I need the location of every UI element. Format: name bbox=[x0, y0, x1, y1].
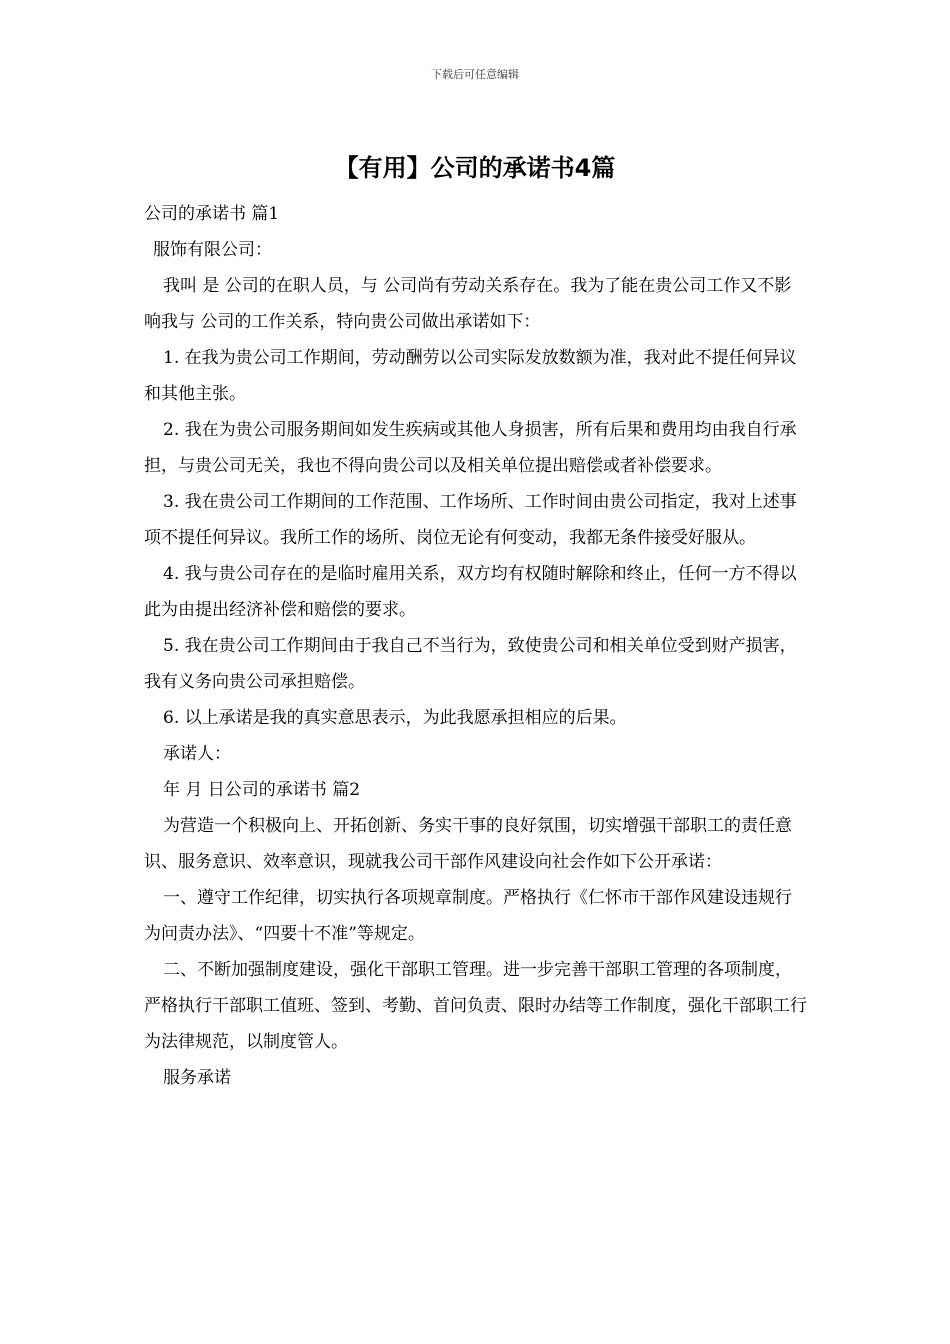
service-commitment-heading: 服务承诺 bbox=[163, 1068, 231, 1088]
intro-paragraph: 我叫 是 公司的在职人员，与 公司尚有劳动关系存在。我为了能在贵公司工作又不影响我与 公司的工作关系，特向贵公司做出承诺如下： bbox=[144, 276, 792, 332]
section-2-item-1: 一、遵守工作纪律，切实执行各项规章制度。严格执行《仁怀市干部作风建设违规行为问责办法》、“四要十不准”等规定。 bbox=[144, 888, 792, 944]
date-and-section-heading-2: 年 月 日公司的承诺书 篇2 bbox=[163, 780, 361, 800]
clause-1: 1. 在我为贵公司工作期间，劳动酬劳以公司实际发放数额为准，我对此不提任何异议和其他主张。 bbox=[144, 348, 797, 404]
clause-6: 6. 以上承诺是我的真实意思表示，为此我愿承担相应的后果。 bbox=[163, 708, 627, 728]
header-note: 下载后可任意编辑 bbox=[431, 68, 519, 81]
section-2-item-2: 二、不断加强制度建设，强化干部职工管理。进一步完善干部职工管理的各项制度，严格执行干部职工值班、签到、考勤、首问负责、限时办结等工作制度，强化干部职工行为法律规范，以制度管人。 bbox=[144, 960, 807, 1052]
clause-4: 4. 我与贵公司存在的是临时雇用关系，双方均有权随时解除和终止，任何一方不得以此为由提出经济补偿和赔偿的要求。 bbox=[144, 564, 797, 620]
document-title: 【有用】公司的承诺书4篇 bbox=[334, 154, 616, 182]
clause-5: 5. 我在贵公司工作期间由于我自己不当行为，致使贵公司和相关单位受到财产损害，我有义务向贵公司承担赔偿。 bbox=[144, 636, 797, 692]
salutation: 服饰有限公司： bbox=[153, 240, 272, 260]
clause-3: 3. 我在贵公司工作期间的工作范围、工作场所、工作时间由贵公司指定，我对上述事项不提任何异议。我所工作的场所、岗位无论有何变动，我都无条件接受好服从。 bbox=[144, 492, 797, 548]
document-body bbox=[144, 196, 808, 1096]
section-2-intro: 为营造一个积极向上、开拓创新、务实干事的良好氛围，切实增强干部职工的责任意识、服务意识、效率意识，现就我公司干部作风建设向社会作如下公开承诺： bbox=[144, 816, 792, 872]
signatory-line: 承诺人： bbox=[163, 744, 231, 764]
section-heading-1: 公司的承诺书 篇1 bbox=[144, 204, 280, 224]
clause-2: 2. 我在为贵公司服务期间如发生疾病或其他人身损害，所有后果和费用均由我自行承担，与贵公司无关，我也不得向贵公司以及相关单位提出赔偿或者补偿要求。 bbox=[144, 420, 797, 476]
